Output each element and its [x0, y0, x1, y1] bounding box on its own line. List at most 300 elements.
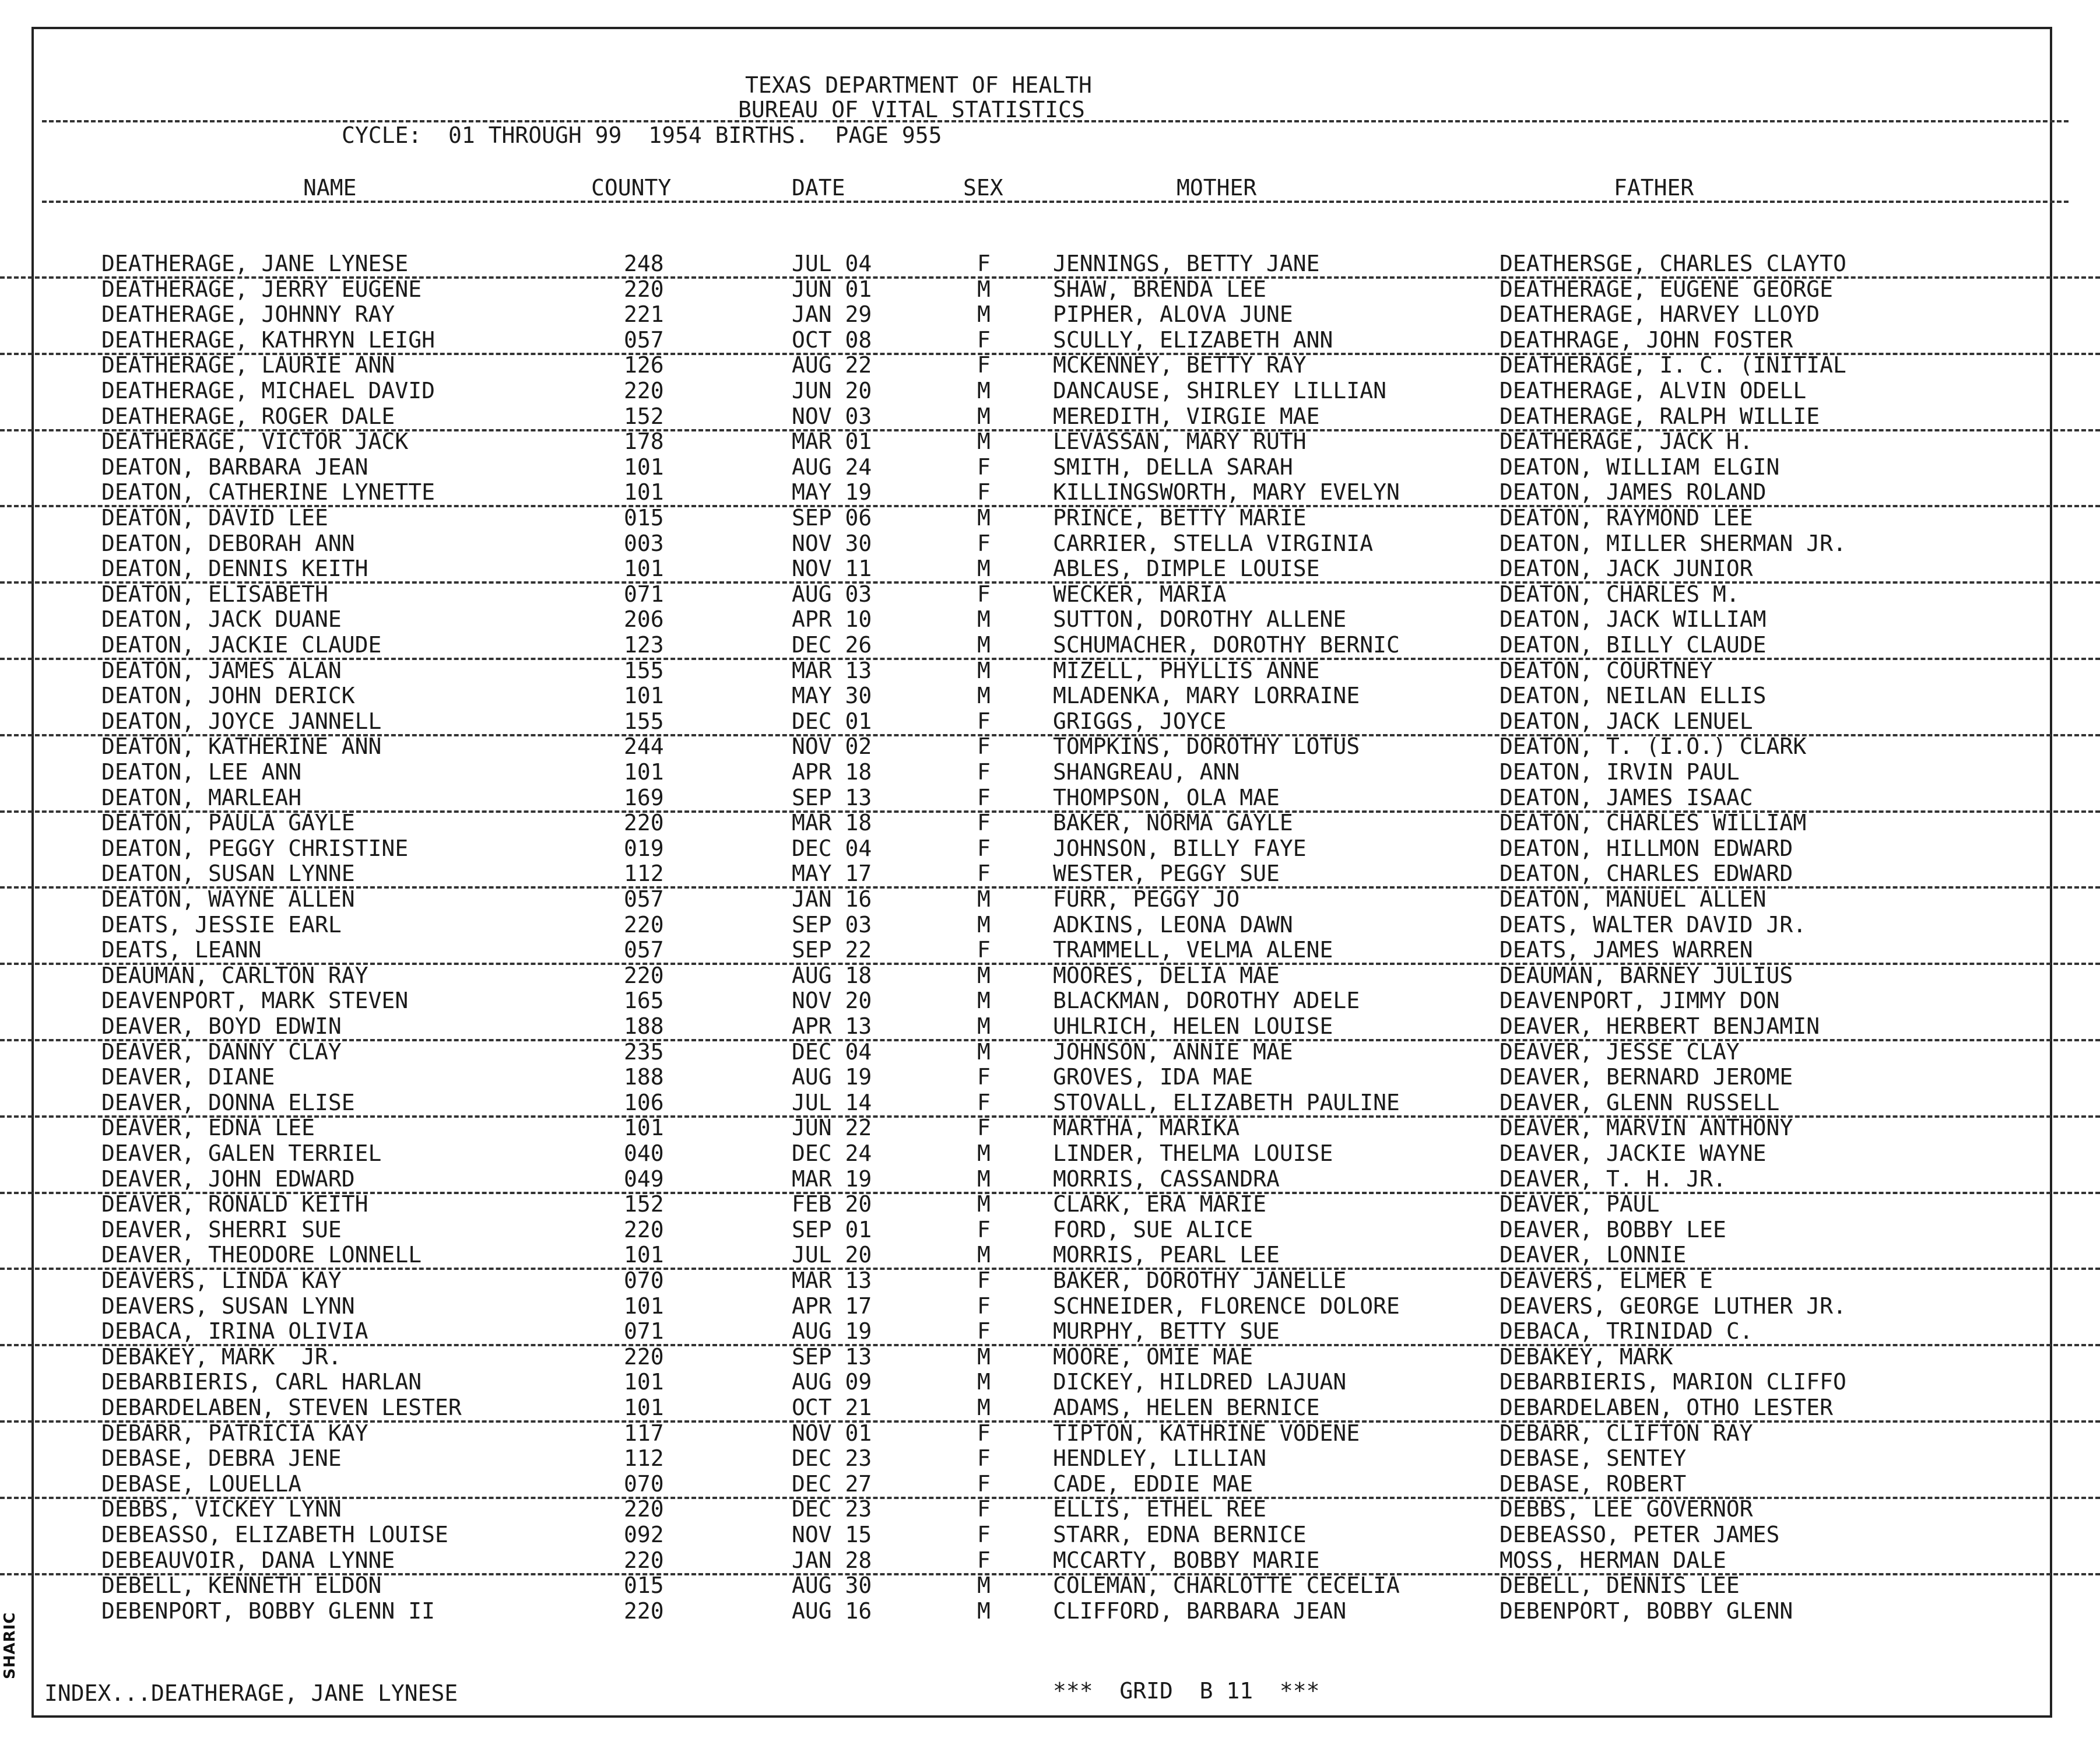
record-county: 070 — [624, 1268, 664, 1293]
record-date: AUG 09 — [792, 1369, 872, 1395]
record-father: DEATON, MANUEL ALLEN — [1500, 886, 1767, 912]
record-sex: M — [977, 886, 991, 912]
record-county: 101 — [624, 454, 664, 480]
record-mother: FORD, SUE ALICE — [1053, 1216, 1253, 1242]
record-date: NOV 15 — [792, 1522, 872, 1547]
record-name: DEAVER, BOYD EDWIN — [101, 1013, 342, 1039]
record-date: AUG 19 — [792, 1064, 872, 1090]
record-date: AUG 18 — [792, 962, 872, 988]
record-sex: M — [977, 301, 991, 328]
record-father: DEATON, COURTNEY — [1500, 657, 1713, 683]
record-date: SEP 06 — [792, 505, 872, 531]
record-father: DEAVER, BERNARD JEROME — [1500, 1064, 1793, 1090]
record-name: DEATON, PAULA GAYLE — [101, 810, 355, 836]
record-father: DEAVER, GLENN RUSSELL — [1500, 1089, 1780, 1115]
record-name: DEAVER, RONALD KEITH — [101, 1191, 368, 1217]
record-mother: ELLIS, ETHEL REE — [1053, 1496, 1267, 1522]
record-name: DEATHERAGE, JERRY EUGENE — [101, 276, 422, 302]
record-name: DEATON, JAMES ALAN — [101, 657, 342, 683]
record-name: DEBASE, DEBRA JENE — [101, 1445, 342, 1472]
record-county: 206 — [624, 606, 664, 633]
record-name: DEATON, DENNIS KEITH — [101, 556, 368, 582]
record-date: MAR 18 — [792, 810, 872, 836]
table-row — [0, 1471, 2100, 1499]
record-date: AUG 22 — [792, 352, 872, 378]
table-row — [0, 1217, 2100, 1242]
table-row — [0, 708, 2100, 736]
record-sex: F — [977, 708, 991, 734]
record-sex: F — [977, 784, 991, 810]
record-father: DEAVERS, GEORGE LUTHER JR. — [1500, 1293, 1846, 1319]
record-sex: M — [977, 429, 991, 455]
table-row — [0, 912, 2100, 938]
table-row — [0, 1445, 2100, 1471]
record-mother: HENDLEY, LILLIAN — [1053, 1445, 1267, 1472]
record-county: 015 — [624, 505, 664, 531]
column-header-mother: MOTHER — [1177, 175, 1257, 201]
record-sex: M — [977, 1573, 991, 1599]
table-row — [0, 581, 2100, 607]
record-mother: DICKEY, HILDRED LAJUAN — [1053, 1369, 1347, 1395]
record-name: DEATON, JACKIE CLAUDE — [101, 632, 382, 658]
record-father: DEAVENPORT, JIMMY DON — [1500, 988, 1780, 1014]
record-date: MAY 17 — [792, 861, 872, 887]
record-name: DEBEAUVOIR, DANA LYNNE — [101, 1547, 395, 1573]
record-county: 101 — [624, 1115, 664, 1141]
record-father: DEBAKEY, MARK — [1500, 1343, 1673, 1370]
table-row — [0, 759, 2100, 785]
record-mother: SCULLY, ELIZABETH ANN — [1053, 327, 1333, 353]
record-father: DEAVER, T. H. JR. — [1500, 1166, 1726, 1192]
record-sex: M — [977, 632, 991, 658]
record-sex: M — [977, 505, 991, 531]
record-county: 019 — [624, 835, 664, 861]
record-sex: M — [977, 1395, 991, 1420]
table-row — [0, 861, 2100, 889]
record-mother: MEREDITH, VIRGIE MAE — [1053, 403, 1320, 429]
record-date: MAR 19 — [792, 1166, 872, 1192]
table-row — [0, 1166, 2100, 1194]
record-father: DEBENPORT, BOBBY GLENN — [1500, 1598, 1793, 1624]
record-date: NOV 20 — [792, 988, 872, 1014]
record-mother: CADE, EDDIE MAE — [1053, 1470, 1253, 1497]
record-father: DEBARR, CLIFTON RAY — [1500, 1420, 1753, 1446]
record-father: DEBASE, ROBERT — [1500, 1470, 1687, 1497]
column-header-sex: SEX — [963, 175, 1003, 201]
side-stamp: SHARIC — [1, 1612, 19, 1679]
record-mother: ABLES, DIMPLE LOUISE — [1053, 556, 1320, 582]
record-county: 101 — [624, 479, 664, 506]
record-name: DEAVER, EDNA LEE — [101, 1115, 315, 1141]
record-name: DEBBS, VICKEY LYNN — [101, 1496, 342, 1522]
record-father: DEAVER, BOBBY LEE — [1500, 1216, 1726, 1242]
record-father: DEBASE, SENTEY — [1500, 1445, 1687, 1472]
record-county: 155 — [624, 657, 664, 683]
record-date: AUG 03 — [792, 581, 872, 607]
record-father: DEBARDELABEN, OTHO LESTER — [1500, 1395, 1833, 1420]
record-name: DEBARR, PATRICIA KAY — [101, 1420, 368, 1446]
record-father: DEATON, T. (I.O.) CLARK — [1500, 733, 1807, 760]
table-row — [0, 505, 2100, 531]
record-mother: CARRIER, STELLA VIRGINIA — [1053, 530, 1374, 556]
record-date: OCT 21 — [792, 1395, 872, 1420]
record-father: DEATON, IRVIN PAUL — [1500, 759, 1740, 785]
record-name: DEBEASSO, ELIZABETH LOUISE — [101, 1522, 448, 1547]
record-father: DEATON, JACK LENUEL — [1500, 708, 1753, 734]
record-county: 188 — [624, 1013, 664, 1039]
record-sex: M — [977, 1343, 991, 1370]
record-sex: F — [977, 1293, 991, 1319]
record-date: AUG 30 — [792, 1573, 872, 1599]
table-row — [0, 785, 2100, 813]
column-header-date: DATE — [792, 175, 845, 201]
record-sex: F — [977, 1318, 991, 1345]
table-row — [0, 937, 2100, 965]
table-row — [0, 1344, 2100, 1370]
record-sex: F — [977, 352, 991, 378]
record-father: DEAVER, JESSE CLAY — [1500, 1038, 1740, 1065]
table-row — [0, 658, 2100, 683]
record-sex: M — [977, 1369, 991, 1395]
record-county: 235 — [624, 1038, 664, 1065]
record-county: 220 — [624, 378, 664, 403]
table-row — [0, 556, 2100, 584]
record-sex: M — [977, 1166, 991, 1192]
record-county: 220 — [624, 962, 664, 988]
record-county: 220 — [624, 1598, 664, 1624]
record-name: DEBARBIERIS, CARL HARLAN — [101, 1369, 422, 1395]
table-row — [0, 1293, 2100, 1319]
record-county: 220 — [624, 1496, 664, 1522]
table-row — [0, 1191, 2100, 1217]
record-county: 071 — [624, 1318, 664, 1345]
record-county: 101 — [624, 556, 664, 582]
table-row — [0, 429, 2100, 454]
record-county: 049 — [624, 1166, 664, 1192]
table-row — [0, 1573, 2100, 1598]
record-date: APR 18 — [792, 759, 872, 785]
record-sex: F — [977, 1522, 991, 1547]
record-mother: JOHNSON, BILLY FAYE — [1053, 835, 1307, 861]
record-date: JAN 28 — [792, 1547, 872, 1573]
record-name: DEATON, SUSAN LYNNE — [101, 861, 355, 887]
table-row — [0, 632, 2100, 660]
bureau-title: BUREAU OF VITAL STATISTICS — [738, 97, 1085, 122]
record-sex: F — [977, 1470, 991, 1497]
record-county: 101 — [624, 1293, 664, 1319]
record-mother: MARTHA, MARIKA — [1053, 1115, 1240, 1141]
record-father: DEATON, JAMES ROLAND — [1500, 479, 1767, 506]
record-sex: F — [977, 759, 991, 785]
record-name: DEAVER, DIANE — [101, 1064, 275, 1090]
column-header-father: FATHER — [1614, 175, 1694, 201]
record-mother: SCHUMACHER, DOROTHY BERNIC — [1053, 632, 1400, 658]
record-sex: M — [977, 1598, 991, 1624]
record-father: DEAUMAN, BARNEY JULIUS — [1500, 962, 1793, 988]
record-mother: COLEMAN, CHARLOTTE CECELIA — [1053, 1573, 1400, 1599]
record-sex: M — [977, 911, 991, 938]
record-mother: TOMPKINS, DOROTHY LOTUS — [1053, 733, 1360, 760]
record-date: AUG 16 — [792, 1598, 872, 1624]
record-mother: SUTTON, DOROTHY ALLENE — [1053, 606, 1347, 633]
record-date: NOV 30 — [792, 530, 872, 556]
record-mother: MCCARTY, BOBBY MARIE — [1053, 1547, 1320, 1573]
record-county: 220 — [624, 276, 664, 302]
table-row — [0, 1369, 2100, 1395]
record-date: DEC 04 — [792, 835, 872, 861]
record-father: DEATHRAGE, JOHN FOSTER — [1500, 327, 1793, 353]
record-sex: F — [977, 1115, 991, 1141]
record-name: DEATS, JESSIE EARL — [101, 911, 342, 938]
record-father: DEATON, HILLMON EDWARD — [1500, 835, 1793, 861]
record-date: DEC 24 — [792, 1140, 872, 1166]
record-date: MAY 30 — [792, 683, 872, 709]
record-father: DEAVER, JACKIE WAYNE — [1500, 1140, 1767, 1166]
record-sex: F — [977, 1420, 991, 1446]
table-row — [0, 886, 2100, 912]
record-county: 101 — [624, 759, 664, 785]
table-row — [0, 1318, 2100, 1346]
record-date: JUN 20 — [792, 378, 872, 403]
record-sex: F — [977, 530, 991, 556]
table-row — [0, 733, 2100, 759]
record-sex: F — [977, 1216, 991, 1242]
footer-index: INDEX...DEATHERAGE, JANE LYNESE — [44, 1680, 458, 1706]
record-father: DEATON, WILLIAM ELGIN — [1500, 454, 1780, 480]
record-sex: F — [977, 251, 991, 276]
record-name: DEATON, WAYNE ALLEN — [101, 886, 355, 912]
column-header-county: COUNTY — [591, 175, 672, 201]
table-row — [0, 327, 2100, 355]
record-name: DEBAKEY, MARK JR. — [101, 1343, 342, 1370]
record-county: 220 — [624, 810, 664, 836]
record-father: DEATON, BILLY CLAUDE — [1500, 632, 1767, 658]
record-sex: M — [977, 1140, 991, 1166]
table-row — [0, 1090, 2100, 1118]
table-row — [0, 403, 2100, 431]
record-mother: UHLRICH, HELEN LOUISE — [1053, 1013, 1333, 1039]
record-sex: F — [977, 1268, 991, 1293]
record-mother: GRIGGS, JOYCE — [1053, 708, 1227, 734]
record-name: DEAVER, SHERRI SUE — [101, 1216, 342, 1242]
record-name: DEATS, LEANN — [101, 937, 262, 963]
table-row — [0, 1395, 2100, 1423]
record-sex: F — [977, 1445, 991, 1472]
department-title: TEXAS DEPARTMENT OF HEALTH — [745, 72, 1092, 98]
record-county: 165 — [624, 988, 664, 1014]
record-sex: F — [977, 810, 991, 836]
record-mother: THOMPSON, OLA MAE — [1053, 784, 1280, 810]
record-mother: PRINCE, BETTY MARIE — [1053, 505, 1307, 531]
record-mother: ADAMS, HELEN BERNICE — [1053, 1395, 1320, 1420]
record-county: 169 — [624, 784, 664, 810]
record-county: 123 — [624, 632, 664, 658]
record-sex: M — [977, 1038, 991, 1065]
record-county: 003 — [624, 530, 664, 556]
record-name: DEATON, DAVID LEE — [101, 505, 328, 531]
record-mother: SCHNEIDER, FLORENCE DOLORE — [1053, 1293, 1400, 1319]
record-date: JUN 01 — [792, 276, 872, 302]
record-county: 220 — [624, 1547, 664, 1573]
record-county: 220 — [624, 1343, 664, 1370]
record-date: SEP 22 — [792, 937, 872, 963]
table-row — [0, 1522, 2100, 1547]
record-mother: PIPHER, ALOVA JUNE — [1053, 301, 1293, 328]
record-mother: JENNINGS, BETTY JANE — [1053, 251, 1320, 276]
table-row — [0, 251, 2100, 279]
record-sex: M — [977, 1013, 991, 1039]
record-father: DEATHERAGE, EUGENE GEORGE — [1500, 276, 1833, 302]
record-date: DEC 26 — [792, 632, 872, 658]
record-mother: LEVASSAN, MARY RUTH — [1053, 429, 1307, 455]
record-name: DEAVER, DONNA ELISE — [101, 1089, 355, 1115]
record-county: 057 — [624, 327, 664, 353]
record-name: DEAUMAN, CARLTON RAY — [101, 962, 368, 988]
table-row — [0, 301, 2100, 327]
record-county: 112 — [624, 1445, 664, 1472]
record-mother: LINDER, THELMA LOUISE — [1053, 1140, 1333, 1166]
table-row — [0, 606, 2100, 632]
record-date: JAN 16 — [792, 886, 872, 912]
record-county: 220 — [624, 1216, 664, 1242]
record-county: 220 — [624, 911, 664, 938]
record-name: DEATON, JACK DUANE — [101, 606, 342, 633]
record-name: DEATON, DEBORAH ANN — [101, 530, 355, 556]
table-row — [0, 683, 2100, 708]
record-mother: WESTER, PEGGY SUE — [1053, 861, 1280, 887]
record-date: APR 10 — [792, 606, 872, 633]
record-father: DEAVER, HERBERT BENJAMIN — [1500, 1013, 1820, 1039]
record-date: NOV 03 — [792, 403, 872, 429]
record-name: DEAVERS, LINDA KAY — [101, 1268, 342, 1293]
record-sex: M — [977, 403, 991, 429]
record-date: APR 17 — [792, 1293, 872, 1319]
record-father: DEBACA, TRINIDAD C. — [1500, 1318, 1753, 1345]
record-mother: GROVES, IDA MAE — [1053, 1064, 1253, 1090]
record-date: JUL 20 — [792, 1242, 872, 1268]
record-date: SEP 13 — [792, 1343, 872, 1370]
table-row — [0, 276, 2100, 302]
record-father: DEATON, RAYMOND LEE — [1500, 505, 1753, 531]
record-sex: F — [977, 1547, 991, 1573]
record-mother: TIPTON, KATHRINE VODENE — [1053, 1420, 1360, 1446]
record-father: DEATON, MILLER SHERMAN JR. — [1500, 530, 1846, 556]
record-county: 152 — [624, 1191, 664, 1217]
record-county: 178 — [624, 429, 664, 455]
record-name: DEAVER, JOHN EDWARD — [101, 1166, 355, 1192]
record-father: DEATHERAGE, ALVIN ODELL — [1500, 378, 1807, 403]
record-name: DEATON, KATHERINE ANN — [101, 733, 382, 760]
record-sex: M — [977, 657, 991, 683]
record-name: DEBELL, KENNETH ELDON — [101, 1573, 382, 1599]
record-mother: MLADENKA, MARY LORRAINE — [1053, 683, 1360, 709]
table-row — [0, 988, 2100, 1013]
record-mother: MOORE, OMIE MAE — [1053, 1343, 1253, 1370]
record-county: 117 — [624, 1420, 664, 1446]
record-mother: ADKINS, LEONA DAWN — [1053, 911, 1293, 938]
record-name: DEBARDELABEN, STEVEN LESTER — [101, 1395, 462, 1420]
record-date: DEC 01 — [792, 708, 872, 734]
table-row — [0, 1496, 2100, 1522]
table-row — [0, 454, 2100, 480]
record-date: MAR 13 — [792, 1268, 872, 1293]
record-date: SEP 03 — [792, 911, 872, 938]
record-name: DEATHERAGE, VICTOR JACK — [101, 429, 409, 455]
table-row — [0, 531, 2100, 556]
cycle-line: CYCLE: 01 THROUGH 99 1954 BIRTHS. PAGE 955 — [342, 122, 942, 148]
record-sex: F — [977, 1064, 991, 1090]
record-name: DEAVER, DANNY CLAY — [101, 1038, 342, 1065]
table-row — [0, 836, 2100, 861]
record-date: APR 13 — [792, 1013, 872, 1039]
record-name: DEAVERS, SUSAN LYNN — [101, 1293, 355, 1319]
record-sex: M — [977, 1191, 991, 1217]
record-father: MOSS, HERMAN DALE — [1500, 1547, 1726, 1573]
record-date: MAY 19 — [792, 479, 872, 506]
record-mother: BLACKMAN, DOROTHY ADELE — [1053, 988, 1360, 1014]
record-sex: F — [977, 327, 991, 353]
record-name: DEATHERAGE, JOHNNY RAY — [101, 301, 395, 328]
record-mother: STARR, EDNA BERNICE — [1053, 1522, 1307, 1547]
record-sex: F — [977, 581, 991, 607]
record-name: DEATHERAGE, LAURIE ANN — [101, 352, 395, 378]
record-date: DEC 23 — [792, 1496, 872, 1522]
record-father: DEBARBIERIS, MARION CLIFFO — [1500, 1369, 1846, 1395]
record-county: 057 — [624, 886, 664, 912]
record-father: DEATON, JACK JUNIOR — [1500, 556, 1753, 582]
record-county: 015 — [624, 1573, 664, 1599]
record-father: DEBBS, LEE GOVERNOR — [1500, 1496, 1753, 1522]
table-row — [0, 378, 2100, 403]
record-sex: F — [977, 1089, 991, 1115]
table-row — [0, 352, 2100, 378]
record-county: 071 — [624, 581, 664, 607]
table-row — [0, 1140, 2100, 1166]
record-date: DEC 23 — [792, 1445, 872, 1472]
record-sex: M — [977, 1242, 991, 1268]
record-sex: F — [977, 454, 991, 480]
record-father: DEATHERSGE, CHARLES CLAYTO — [1500, 251, 1846, 276]
record-mother: MURPHY, BETTY SUE — [1053, 1318, 1280, 1345]
record-name: DEATON, LEE ANN — [101, 759, 302, 785]
record-mother: MCKENNEY, BETTY RAY — [1053, 352, 1307, 378]
record-date: NOV 01 — [792, 1420, 872, 1446]
record-date: MAR 13 — [792, 657, 872, 683]
record-date: OCT 08 — [792, 327, 872, 353]
record-date: SEP 01 — [792, 1216, 872, 1242]
record-name: DEATON, JOYCE JANNELL — [101, 708, 382, 734]
record-sex: M — [977, 556, 991, 582]
record-father: DEATON, CHARLES WILLIAM — [1500, 810, 1807, 836]
footer-grid: *** GRID B 11 *** — [1053, 1678, 1320, 1704]
record-date: NOV 02 — [792, 733, 872, 760]
record-father: DEAVER, PAUL — [1500, 1191, 1660, 1217]
record-father: DEBELL, DENNIS LEE — [1500, 1573, 1740, 1599]
record-date: NOV 11 — [792, 556, 872, 582]
table-row — [0, 1064, 2100, 1090]
record-name: DEATHERAGE, JANE LYNESE — [101, 251, 409, 276]
record-name: DEATON, BARBARA JEAN — [101, 454, 368, 480]
table-row — [0, 479, 2100, 507]
table-row — [0, 1420, 2100, 1446]
record-mother: JOHNSON, ANNIE MAE — [1053, 1038, 1293, 1065]
record-date: JUN 22 — [792, 1115, 872, 1141]
record-mother: MORRIS, CASSANDRA — [1053, 1166, 1280, 1192]
record-father: DEATON, CHARLES M. — [1500, 581, 1740, 607]
record-county: 057 — [624, 937, 664, 963]
table-row — [0, 963, 2100, 988]
column-header-name: NAME — [303, 175, 357, 201]
